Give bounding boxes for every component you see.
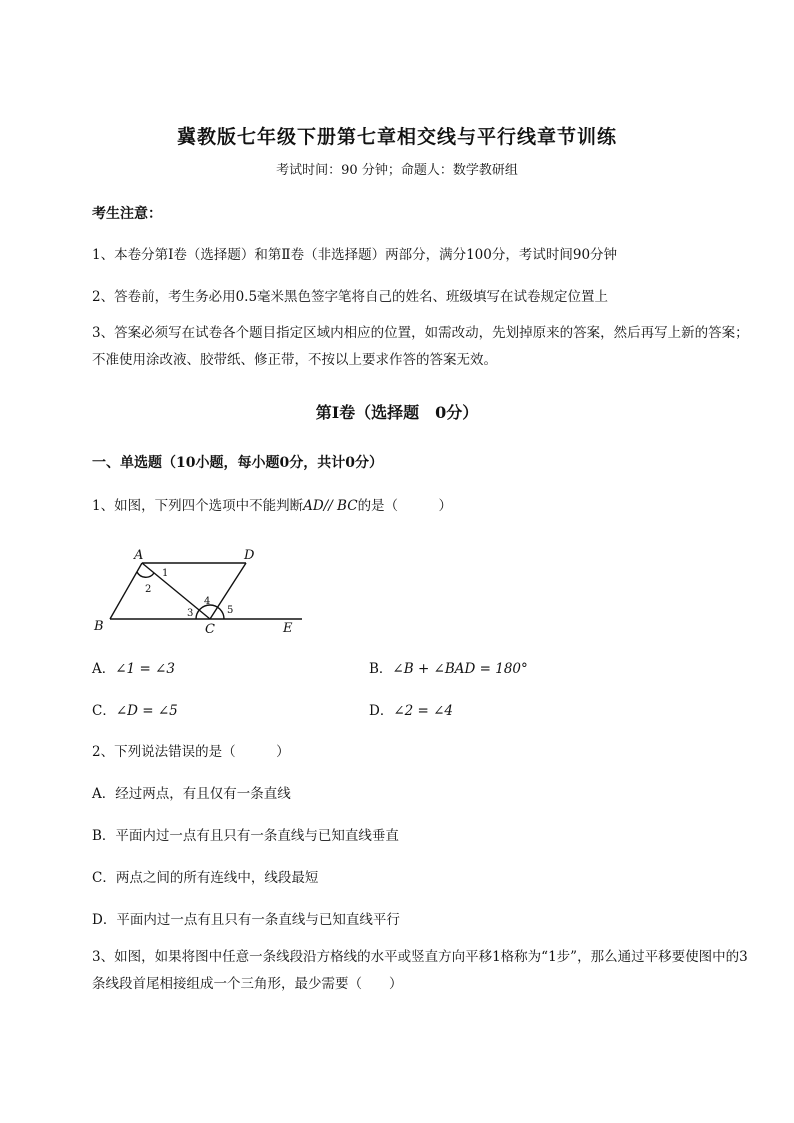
question-1-stem-math: AD// BC — [303, 498, 358, 514]
question-2-option-a[interactable] — [92, 782, 291, 802]
option-letter: D． — [92, 912, 117, 928]
option-letter: B． — [92, 828, 116, 844]
angle-2-label: 2 — [145, 584, 152, 595]
point-d-label: D — [244, 548, 255, 563]
option-text: 平面内过一点有且只有一条直线与已知直线平行 — [116, 912, 400, 928]
option-letter: B． — [369, 661, 393, 677]
question-1-option-c[interactable] — [92, 699, 178, 719]
point-a-label: A — [134, 548, 144, 563]
option-text: 平面内过一点有且只有一条直线与已知直线垂直 — [115, 828, 399, 844]
question-1-stem — [92, 494, 452, 514]
option-text: ∠2 = ∠4 — [393, 703, 454, 719]
option-letter: C． — [92, 870, 116, 886]
angle-3-label: 3 — [187, 608, 194, 619]
question-1-figure — [90, 542, 310, 638]
option-letter: D． — [369, 703, 394, 719]
notice-heading: 考生注意： — [92, 206, 162, 222]
option-text: ∠D = ∠5 — [115, 703, 178, 719]
option-text: ∠1 = ∠3 — [115, 661, 175, 677]
question-1-option-a[interactable] — [92, 657, 175, 677]
part-heading: 一、单选题（10小题，每小题0分，共计0分） — [92, 455, 383, 471]
question-1-option-b[interactable] — [369, 657, 528, 677]
angle-1-label: 1 — [162, 568, 169, 579]
notice-item-2: 2、答卷前，考生务必用0.5毫米黑色签字笔将自己的姓名、班级填写在试卷规定位置上 — [92, 289, 609, 305]
point-e-label: E — [283, 621, 293, 636]
question-2-option-b[interactable] — [92, 824, 399, 844]
line-ab — [110, 563, 142, 619]
notice-item-3: 3、答案必须写在试卷各个题目指定区域内相应的位置，如需改动，先划掉原来的答案，然后再写上新的答案；不准使用涂改液、胶带纸、修正带，不按以上要求作答的答案无效。 — [92, 325, 749, 368]
exam-info: 考试时间：90 分钟；命题人：数学教研组 — [276, 163, 518, 178]
notice-item-1: 1、本卷分第Ⅰ卷（选择题）和第Ⅱ卷（非选择题）两部分，满分100分，考试时间90分钟 — [92, 247, 618, 263]
question-3-stem: 3、如图，如果将图中任意一条线段沿方格线的水平或竖直方向平移1格称为“1步”，那么通过平移要使图中的3条线段首尾相接组成一个三角形，最少需要（ ） — [92, 949, 748, 992]
option-text: 两点之间的所有连线中，线段最短 — [115, 870, 319, 886]
point-b-label: B — [94, 619, 104, 634]
point-c-label: C — [205, 622, 215, 637]
question-1-option-d[interactable] — [369, 699, 453, 719]
angle-arc-c — [196, 605, 224, 619]
question-1-stem-suffix: 的是（ ） — [357, 498, 453, 514]
angle-4-label: 4 — [204, 596, 211, 607]
angle-5-label: 5 — [227, 605, 234, 616]
question-2-option-d[interactable] — [92, 908, 400, 928]
option-letter: C． — [92, 703, 116, 719]
page-title: 冀教版七年级下册第七章相交线与平行线章节训练 — [176, 126, 617, 148]
section-title: 第Ⅰ卷（选择题 0分） — [315, 403, 479, 422]
option-letter: A． — [92, 786, 116, 802]
question-2-option-c[interactable] — [92, 866, 318, 886]
option-text: ∠B + ∠BAD = 180° — [392, 661, 528, 677]
option-text: 经过两点，有且仅有一条直线 — [115, 786, 291, 802]
option-letter: A． — [92, 661, 116, 677]
question-1-stem-prefix: 1、如图，下列四个选项中不能判断 — [92, 498, 304, 514]
line-ac — [142, 563, 210, 619]
angle-arc-a — [137, 572, 154, 577]
question-2-stem: 2、下列说法错误的是（ ） — [92, 744, 290, 760]
